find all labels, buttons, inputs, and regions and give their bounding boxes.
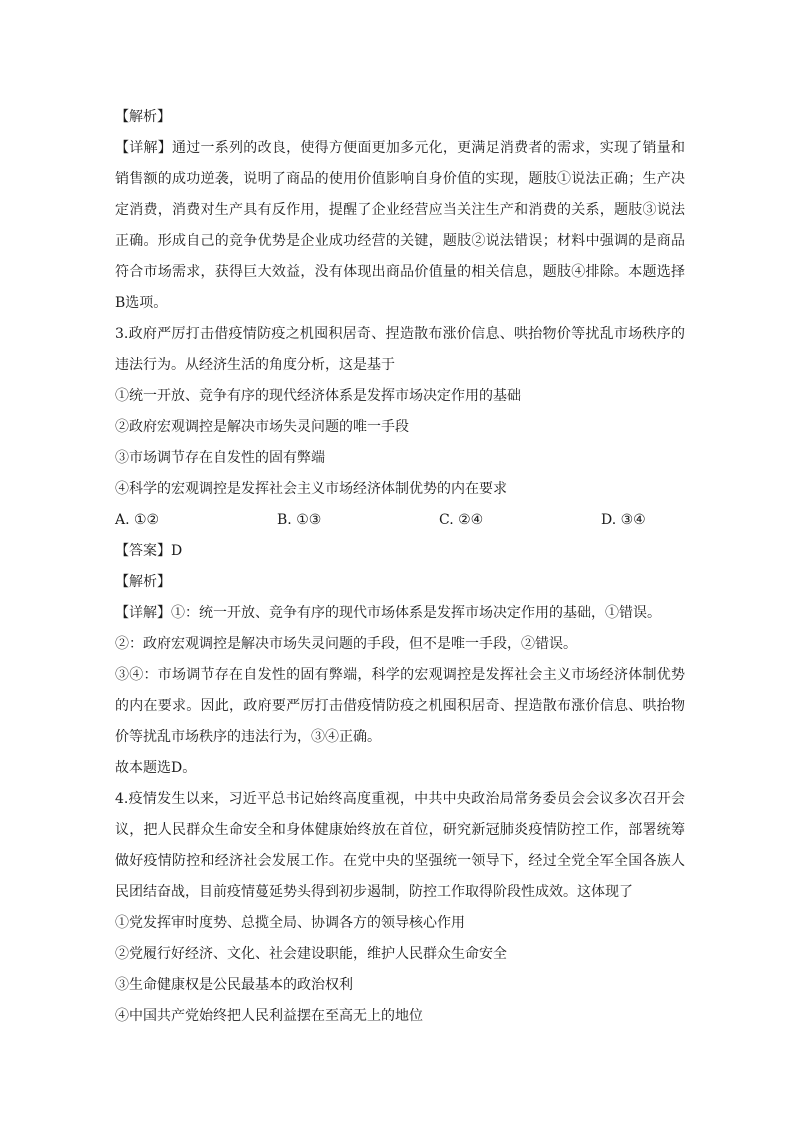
option-d: D. ③④ xyxy=(601,512,646,528)
question-4-statement-2: ②党履行好经济、文化、社会建设职能，维护人民群众生命安全 xyxy=(115,946,507,962)
question-4-statement-4: ④中国共产党始终把人民利益摆在至高无上的地位 xyxy=(115,1008,423,1024)
conclusion-line: 故本题选D。 xyxy=(115,760,197,776)
question-4-statement-1: ①党发挥审时度势、总揽全局、协调各方的领导核心作用 xyxy=(115,915,465,931)
option-b: B. ①③ xyxy=(277,512,322,528)
explanation-line-1: 【详解】①：统一开放、竞争有序的现代市场体系是发挥市场决定作用的基础，①错误。 xyxy=(115,605,661,621)
question-3-statement-3: ③市场调节存在自发性的固有弊端 xyxy=(115,450,325,466)
question-3-statement-2: ②政府宏观调控是解决市场失灵问题的唯一手段 xyxy=(115,419,409,435)
question-4-statement-3: ③生命健康权是公民最基本的政治权利 xyxy=(115,977,353,993)
explanation-paragraph: 【详解】通过一系列的改良，使得方便面更加多元化，更满足消费者的需求，实现了销量和销售额的成功逆袭，说明了商品的使用价值影响自身价值的实现，题肢①说法正确；生产决定消费，消费对生产具有反作用，提醒了企业经营应当关注生产和消费的关系，题肢③说法正确。形成自己的竞争优势是企业成功经营的关键，题肢②说法错误；材料中强调的是商品符合市场需求，获得巨大效益，没有体现出商品价值量的相关信息，题肢④排除。本题选择B选项。 xyxy=(115,140,685,311)
option-a: A. ①② xyxy=(115,512,160,528)
question-3-stem: 3.政府严厉打击借疫情防疫之机囤积居奇、捏造散布涨价信息、哄抬物价等扰乱市场秩序的违法行为。从经济生活的角度分析，这是基于 xyxy=(115,326,685,373)
analysis-heading: 【解析】 xyxy=(115,109,171,125)
question-3-statement-4: ④科学的宏观调控是发挥社会主义市场经济体制优势的内在要求 xyxy=(115,481,507,497)
answer-line: 【答案】D xyxy=(115,543,183,559)
explanation-line-2: ②：政府宏观调控是解决市场失灵问题的手段，但不是唯一手段，②错误。 xyxy=(115,636,577,652)
explanation-paragraph-3: ③④：市场调节存在自发性的固有弊端，科学的宏观调控是发挥社会主义市场经济体制优势的内在要求。因此，政府要严厉打击借疫情防疫之机囤积居奇、捏造散布涨价信息、哄抬物价等扰乱市场秩序的违法行为，③④正确。 xyxy=(115,667,685,745)
question-4-stem: 4.疫情发生以来，习近平总书记始终高度重视，中共中央政治局常务委员会会议多次召开会议，把人民群众生命安全和身体健康始终放在首位，研究新冠肺炎疫情防控工作，部署统筹做好疫情防控和经济社会发展工作。在党中央的坚强统一领导下，经过全党全军全国各族人民团结奋战，目前疫情蔓延势头得到初步遏制，防控工作取得阶段性成效。这体现了 xyxy=(115,791,685,900)
option-c: C. ②④ xyxy=(439,512,484,528)
document-content xyxy=(115,102,685,1032)
question-3-options xyxy=(115,505,685,536)
question-3-statement-1: ①统一开放、竞争有序的现代经济体系是发挥市场决定作用的基础 xyxy=(115,388,521,404)
analysis-heading-2: 【解析】 xyxy=(115,574,171,590)
